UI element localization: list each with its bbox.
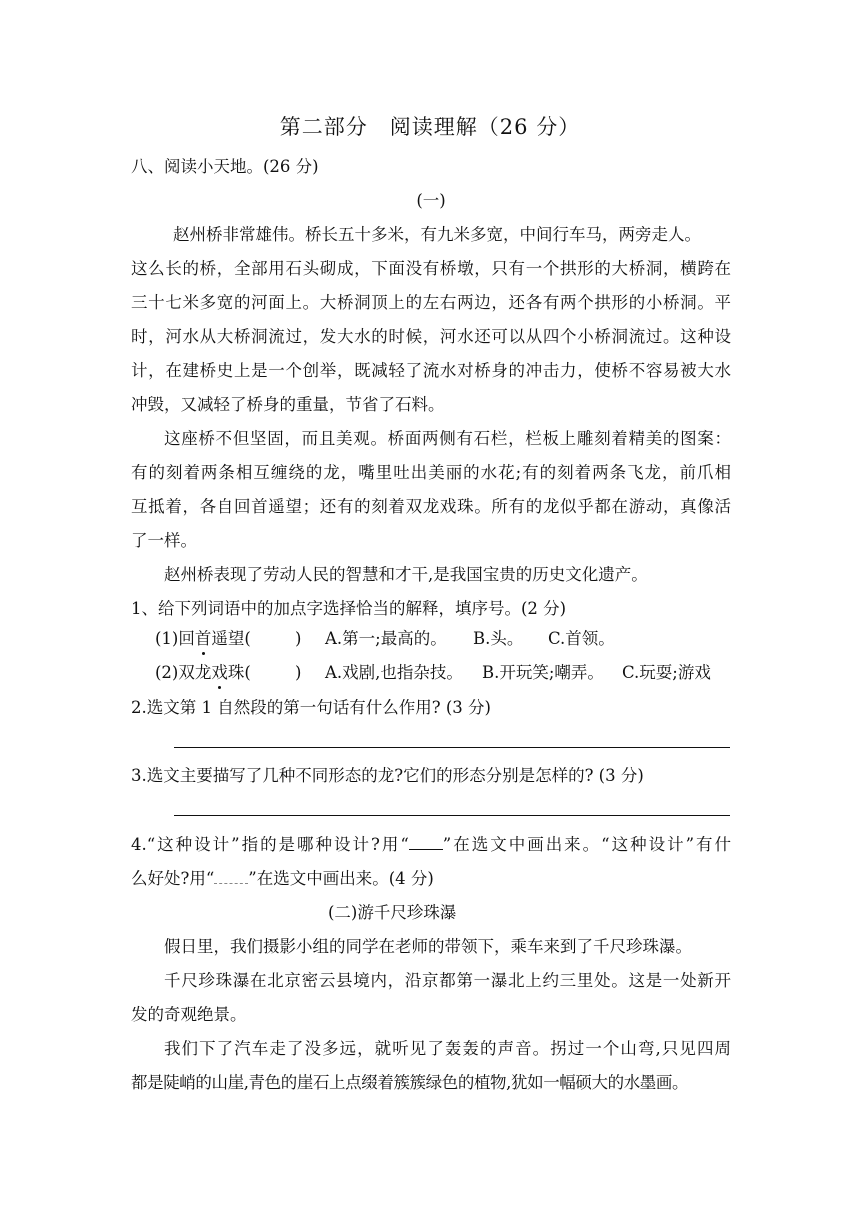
question-4-line-2: 么好处?用“ ”在选文中画出来。(4 分) — [131, 869, 434, 888]
option-a: A.戏剧,也指杂技。 — [325, 663, 463, 682]
emphasis-dot-char: 首 — [194, 629, 212, 648]
passage2-p1: 假日里，我们摄影小组的同学在老师的带领下，乘车来到了千尺珍珠瀑。 — [164, 937, 692, 956]
straight-underline-sample — [409, 833, 443, 850]
answer-blank-close[interactable]: ) — [295, 663, 302, 682]
passage1-p2-line: 了一样。 — [131, 531, 197, 550]
question-1: 1、给下列词语中的加点字选择恰当的解释，填序号。(2 分) — [131, 599, 567, 618]
passage2-p3-line: 都是陡峭的山崖,青色的崖石上点缀着簇簇绿色的植物,犹如一幅硕大的水墨画。 — [131, 1073, 689, 1092]
passage1-p1-line: 冲毁，又减轻了桥身的重量，节省了石料。 — [131, 395, 445, 414]
answer-line[interactable] — [174, 747, 730, 748]
answer-blank-close[interactable]: ) — [295, 629, 302, 648]
passage1-p1-line: 赵州桥非常雄伟。桥长五十多米，有九米多宽，中间行车马，两旁走人。 — [173, 225, 701, 244]
section-title: 第二部分 阅读理解（26 分） — [279, 115, 581, 139]
option-c: C.首领。 — [548, 629, 615, 648]
option-b: B.开玩笑;嘲弄。 — [482, 663, 604, 682]
answer-line[interactable] — [174, 815, 730, 816]
question-heading: 八、阅读小天地。(26 分) — [131, 157, 319, 176]
exam-page: 第二部分 阅读理解（26 分） 八、阅读小天地。(26 分) (一) 赵州桥非常雄伟。桥长五十多米，有九米多宽，中间行车马，两旁走人。 这么长的桥，全部用石头砌成，下面没有桥墩，只有一个拱形的大桥洞，横跨在 三十七米多宽的河面上。大桥洞顶上的左右两边，还各有两个拱形的小桥洞。平 时，河水从大桥洞流过，发大水的时候，河水还可以从四个小桥洞流过。这种设 计，在建桥史上是一个创举，既减轻了流水对桥身的冲击力，使桥不容易被大水 冲毁，又减轻了桥身的重量，节省了石料。 这座桥不但坚固，而且美观。桥面两侧有石栏，栏板上雕刻着精美的图案： 有的刻着两条相互缠绕的龙，嘴里吐出美丽的水花;有的刻着两条飞龙，前爪相 互抵着，各自回首遥望；还有的刻着双龙戏珠。所有的龙似乎都在游动，真像活 了一样。 赵州桥表现了劳动人民的智慧和才干,是我国宝贵的历史文化遗产。 1、给下列词语中的加点字选择恰当的解释，填序号。(2 分) (1)回首遥望( ) A.第一;最高的。 B.头。 C.首领。 (2)双龙戏珠( ) A.戏剧,也指杂技。 B.开玩笑;嘲弄。 C.玩耍;游戏 2.选文第 1 自然段的第一句话有什么作用? (3 分) 3.选文主要描写了几种不同形态的龙?它们的形态分别是怎样的? (3 分) 4.“这种设计”指的是哪种设计?用“ ”在选文中画出来。“这种设计”有什 么好处?用“ ”在选文中画出来。(4 分) (二)游千尺珍珠瀑 假日里，我们摄影小组的同学在老师的带领下，乘车来到了千尺珍珠瀑。 千尺珍珠瀑在北京密云县境内，沿京都第一瀑北上约三里处。这是一处新开 发的奇观绝景。 我们下了汽车走了没多远，就听见了轰轰的声音。拐过一个山弯,只见四周 都是陡峭的山崖,青色的崖石上点缀着簇簇绿色的植物,犹如一幅硕大的水墨画。 — [0, 0, 860, 1216]
passage1-p1-line: 计，在建桥史上是一个创举，既减轻了流水对桥身的冲击力，使桥不容易被大水 — [131, 361, 731, 380]
emphasis-dot-char: 戏 — [211, 663, 228, 682]
passage1-p1-line: 时，河水从大桥洞流过，发大水的时候，河水还可以从四个小桥洞流过。这种设 — [131, 327, 731, 346]
passage1-p3: 赵州桥表现了劳动人民的智慧和才干,是我国宝贵的历史文化遗产。 — [164, 565, 648, 584]
option-c: C.玩耍;游戏 — [622, 663, 711, 682]
question-4-line-1: 4.“这种设计”指的是哪种设计?用“ ”在选文中画出来。“这种设计”有什 — [131, 835, 731, 854]
wavy-underline-sample — [214, 867, 248, 884]
passage2-title: (二)游千尺珍珠瀑 — [328, 903, 457, 922]
option-b: B.头。 — [473, 629, 524, 648]
question-2: 2.选文第 1 自然段的第一句话有什么作用? (3 分) — [131, 698, 491, 717]
passage2-p3-line: 我们下了汽车走了没多远，就听见了轰轰的声音。拐过一个山弯,只见四周 — [164, 1039, 731, 1058]
question-3: 3.选文主要描写了几种不同形态的龙?它们的形态分别是怎样的? (3 分) — [131, 766, 644, 785]
passage1-label: (一) — [416, 191, 446, 210]
passage1-p2-line: 有的刻着两条相互缠绕的龙，嘴里吐出美丽的水花;有的刻着两条飞龙，前爪相 — [131, 463, 731, 482]
option-a: A.第一;最高的。 — [325, 629, 447, 648]
passage1-p1-line: 这么长的桥，全部用石头砌成，下面没有桥墩，只有一个拱形的大桥洞，横跨在 — [131, 259, 731, 278]
passage2-p2-line: 千尺珍珠瀑在北京密云县境内，沿京都第一瀑北上约三里处。这是一处新开 — [164, 971, 731, 990]
passage2-p2-line: 发的奇观绝景。 — [131, 1005, 247, 1024]
passage1-p2-line: 互抵着，各自回首遥望；还有的刻着双龙戏珠。所有的龙似乎都在游动，真像活 — [131, 497, 731, 516]
passage1-p2-line: 这座桥不但坚固，而且美观。桥面两侧有石栏，栏板上雕刻着精美的图案： — [164, 429, 731, 448]
passage1-p1-line: 三十七米多宽的河面上。大桥洞顶上的左右两边，还各有两个拱形的小桥洞。平 — [131, 293, 731, 312]
